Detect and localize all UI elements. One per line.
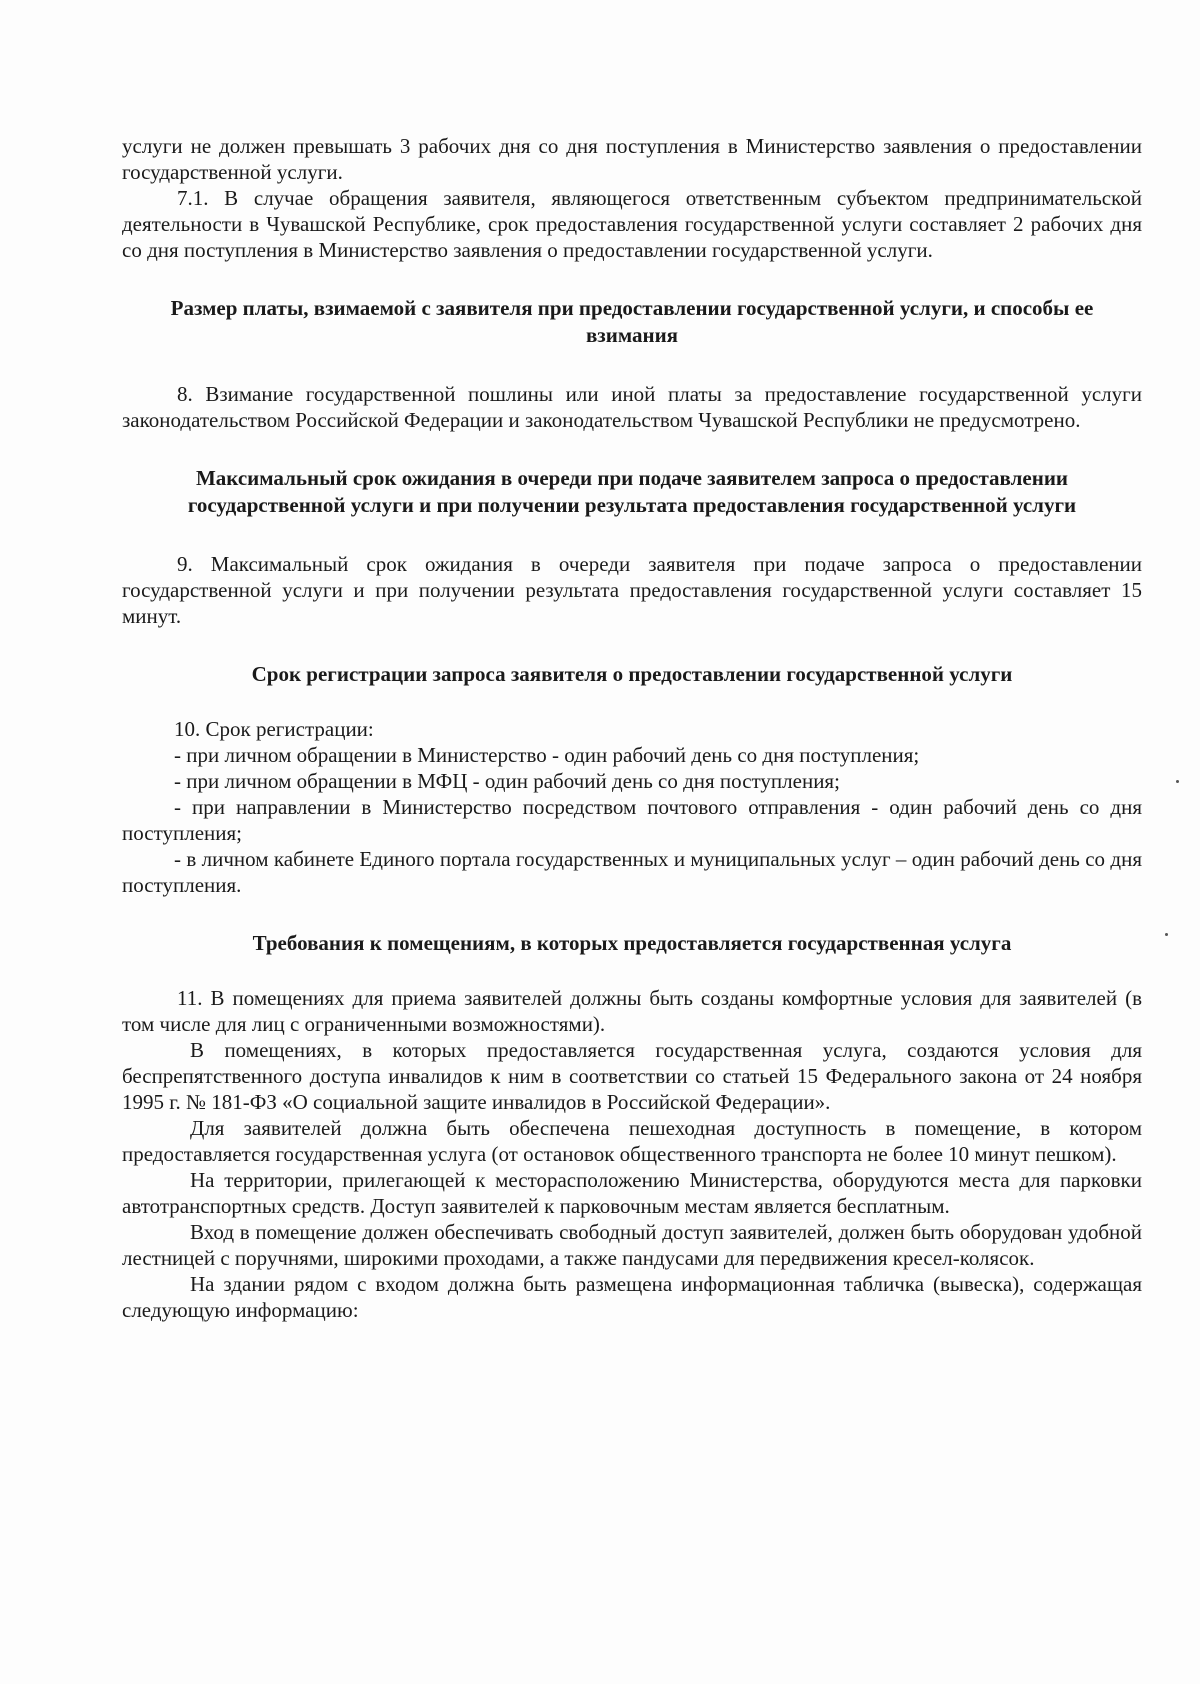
heading-queue: Максимальный срок ожидания в очереди при подаче заявителем запроса о предоставлении государственной услуги и при получении результата предоставления государственной услуги — [187, 466, 1077, 517]
paragraph-11-6: На здании рядом с входом должна быть размещена информационная табличка (вывеска), содержащая следующую информацию: — [122, 1272, 1142, 1322]
document-body — [122, 133, 1142, 1323]
paragraph-11-4: На территории, прилегающей к месторасположению Министерства, оборудуются места для парковки автотранспортных средств. Доступ заявителей к парковочным местам является бесплатным. — [122, 1168, 1142, 1218]
heading-premises: Требования к помещениям, в которых предоставляется государственная услуга — [252, 931, 1012, 955]
list-item: - при личном обращении в МФЦ - один рабочий день со дня поступления; — [174, 769, 840, 793]
paragraph-9: 9. Максимальный срок ожидания в очереди заявителя при подаче запроса о предоставлении государственной услуги и при получении результата предоставления государственной услуги составляет 15 минут. — [122, 552, 1142, 628]
list-item: - при личном обращении в Министерство - один рабочий день со дня поступления; — [174, 743, 920, 767]
scan-speck — [1176, 780, 1179, 783]
paragraph-11-2: В помещениях, в которых предоставляется государственная услуга, создаются условия для беспрепятственного доступа инвалидов к ним в соответствии со статьей 15 Федерального закона от 24 ноября 1995 г. № 181-ФЗ «О социальной защите инвалидов в Российской Федерации». — [122, 1038, 1142, 1114]
scan-speck — [1165, 933, 1168, 936]
list-item: - при направлении в Министерство посредством почтового отправления - один рабочий день со дня поступления; — [122, 795, 1142, 845]
paragraph-10-title: 10. Срок регистрации: — [174, 717, 374, 741]
paragraph-intro: услуги не должен превышать 3 рабочих дня со дня поступления в Министерство заявления о предоставлении государственной услуги. — [122, 134, 1142, 184]
list-item: - в личном кабинете Единого портала государственных и муниципальных услуг – один рабочий день со дня поступления. — [122, 847, 1142, 897]
paragraph-7-1: 7.1. В случае обращения заявителя, являющегося ответственным субъектом предпринимательской деятельности в Чувашской Республике, срок предоставления государственной услуги составляет 2 рабочих дня со дня поступления в Министерство заявления о предоставлении государственной услуги. — [122, 186, 1142, 262]
paragraph-11-3: Для заявителей должна быть обеспечена пешеходная доступность в помещение, в котором предоставляется государственная услуга (от остановок общественного транспорта не более 10 минут пешком). — [122, 1116, 1142, 1166]
paragraph-8: 8. Взимание государственной пошлины или иной платы за предоставление государственной услуги законодательством Российской Федерации и законодательством Чувашской Республики не предусмотрено. — [122, 382, 1142, 432]
heading-registration: Срок регистрации запроса заявителя о предоставлении государственной услуги — [251, 662, 1013, 686]
heading-fee: Размер платы, взимаемой с заявителя при предоставлении государственной услуги, и способы ее взимания — [170, 296, 1094, 347]
paragraph-11: 11. В помещениях для приема заявителей должны быть созданы комфортные условия для заявителей (в том числе для лиц с ограниченными возможностями). — [122, 986, 1142, 1036]
paragraph-11-5: Вход в помещение должен обеспечивать свободный доступ заявителей, должен быть оборудован удобной лестницей с поручнями, широкими проходами, а также пандусами для передвижения кресел-колясок. — [122, 1220, 1142, 1270]
